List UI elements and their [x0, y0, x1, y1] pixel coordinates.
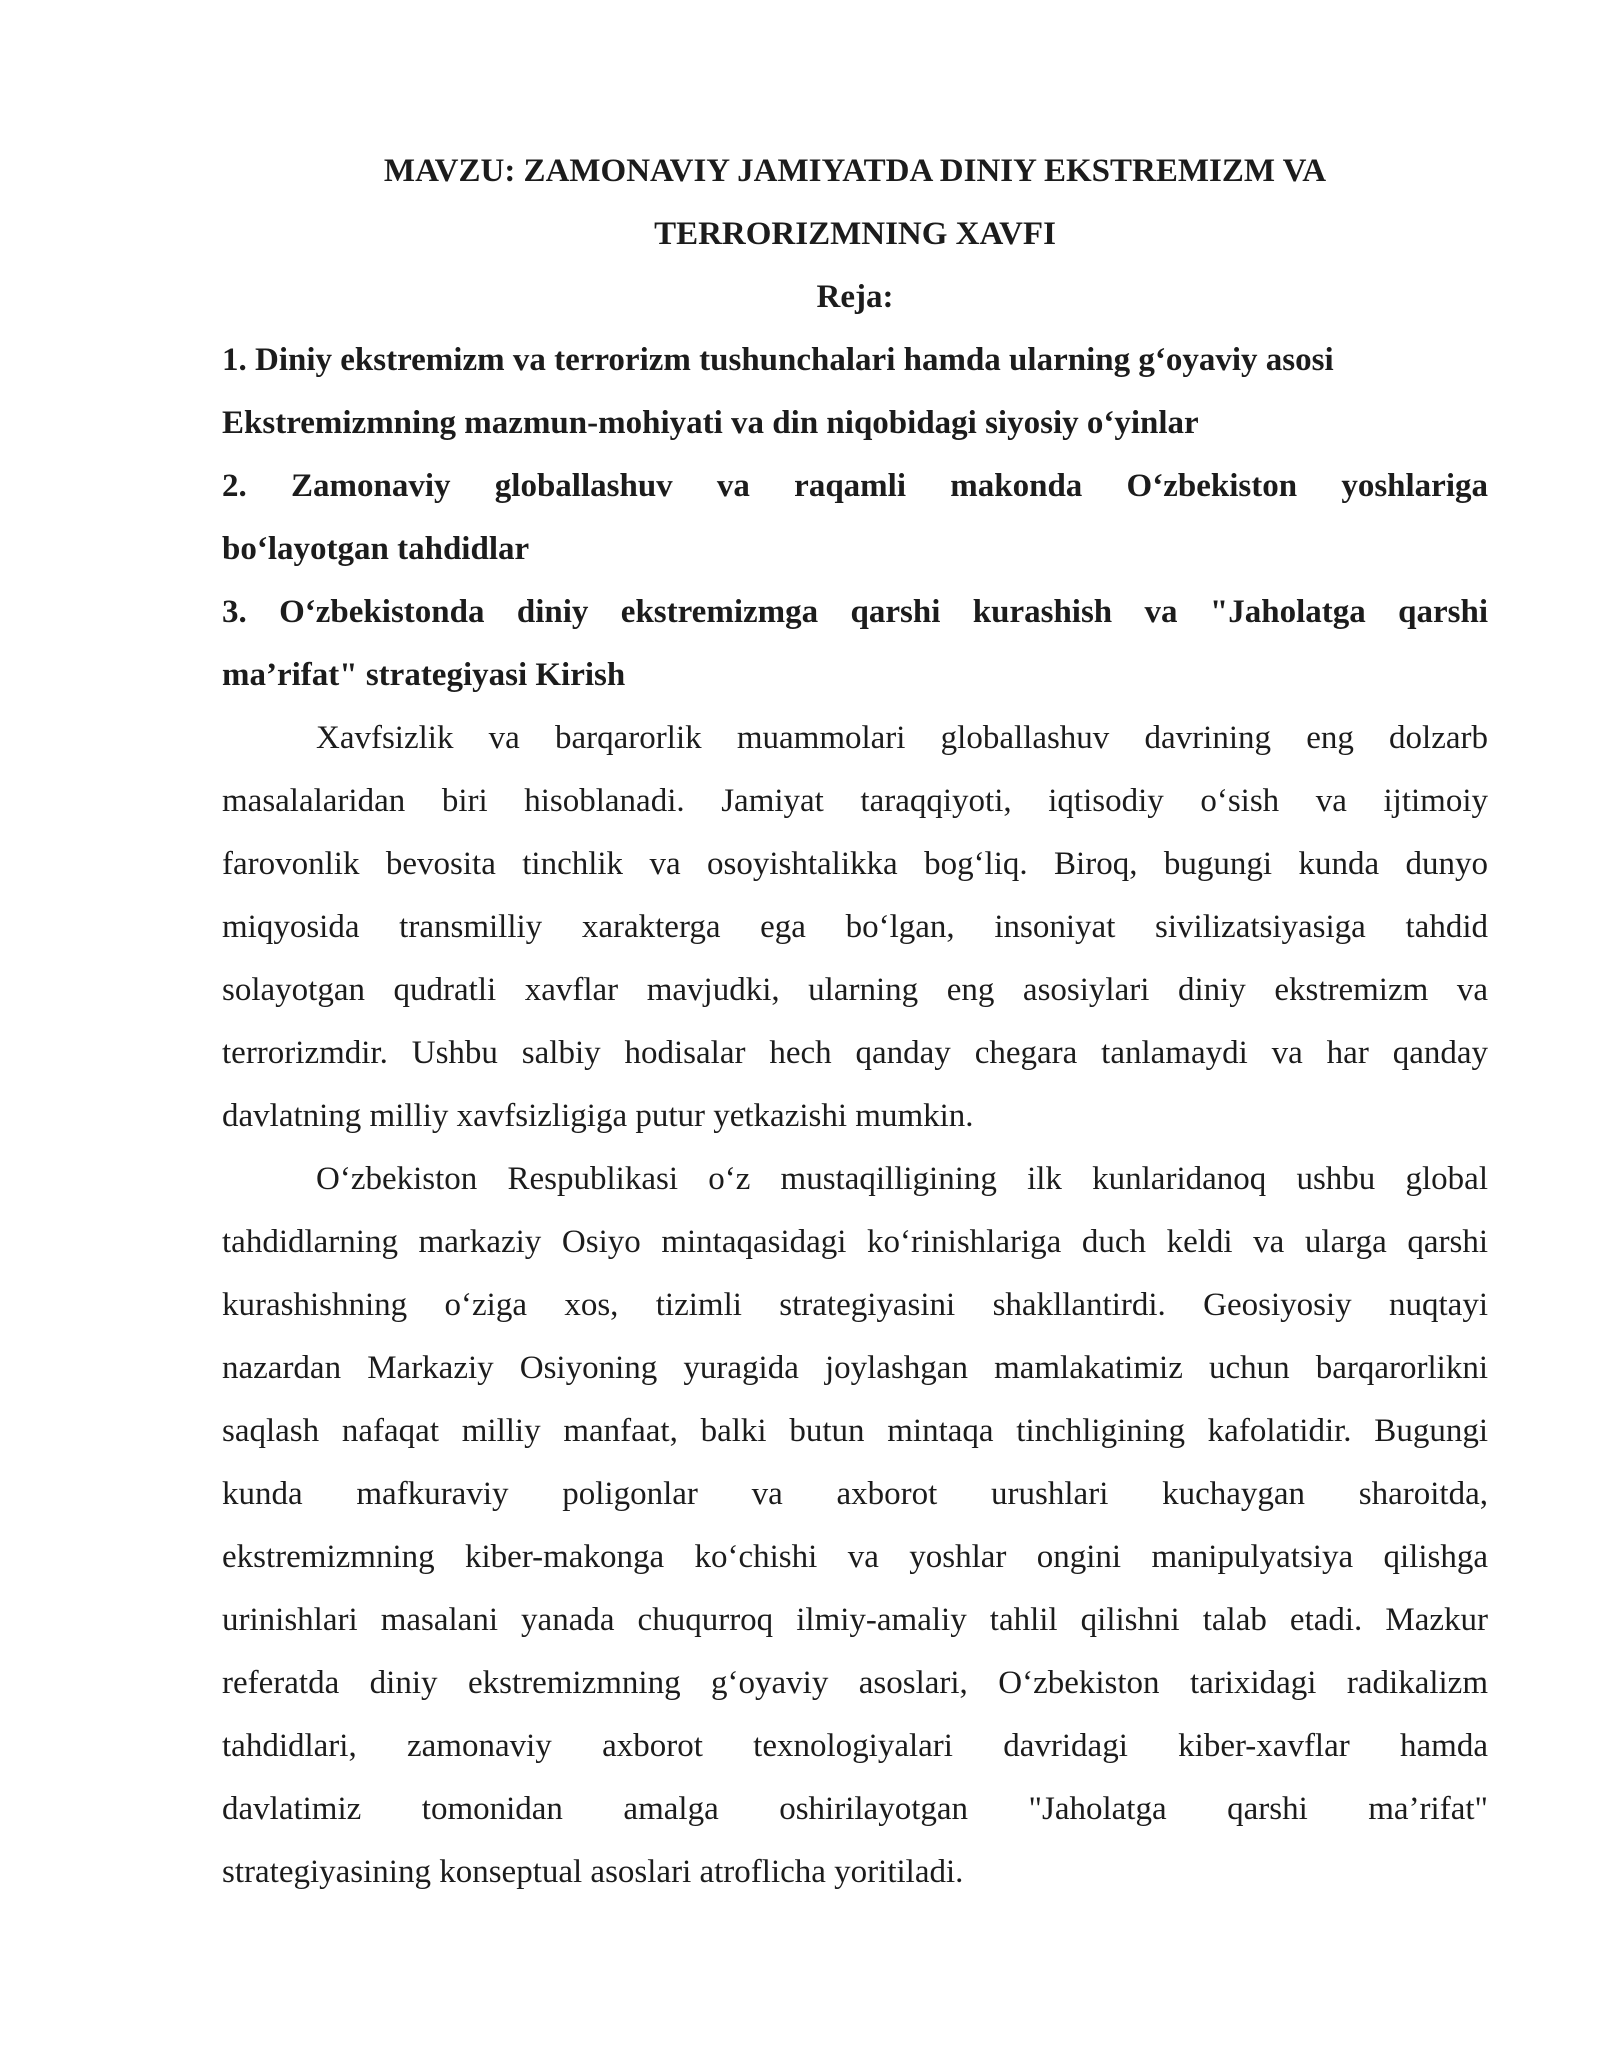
- paragraph-2-line: O‘zbekiston Respublikasi o‘z mustaqilligining ilk kunlaridanoq ushbu global: [316, 1161, 1488, 1197]
- plan-line-6: ma’rifat" strategiyasi Kirish: [222, 657, 626, 693]
- paragraph-1-line: Xavfsizlik va barqarorlik muammolari globallashuv davrining eng dolzarb: [316, 720, 1488, 756]
- plan-list: [222, 329, 1488, 707]
- plan-line-1: 1. Diniy ekstremizm va terrorizm tushunchalari hamda ularning g‘oyaviy asosi: [222, 342, 1334, 378]
- paragraph-2-line: urinishlari masalani yanada chuqurroq ilmiy-amaliy tahlil qilishni talab etadi. Mazkur: [222, 1602, 1488, 1638]
- plan-line-2: Ekstremizmning mazmun-mohiyati va din niqobidagi siyosiy o‘yinlar: [222, 405, 1199, 441]
- document-title: [222, 140, 1488, 266]
- paragraph-2-line: strategiyasining konseptual asoslari atroflicha yoritiladi.: [222, 1854, 964, 1890]
- paragraph-1-line: solayotgan qudratli xavflar mavjudki, ularning eng asosiylari diniy ekstremizm va: [222, 972, 1488, 1008]
- paragraph-1-line: terrorizmdir. Ushbu salbiy hodisalar hech qanday chegara tanlamaydi va har qanday: [222, 1035, 1488, 1071]
- paragraph-2-line: tahdidlarning markaziy Osiyo mintaqasidagi ko‘rinishlariga duch keldi va ularga qarshi: [222, 1224, 1488, 1260]
- title-line-1: MAVZU: ZAMONAVIY JAMIYATDA DINIY EKSTREMIZM VA: [383, 153, 1327, 189]
- paragraph-1: [222, 707, 1488, 1148]
- paragraph-1-line: davlatning milliy xavfsizligiga putur yetkazishi mumkin.: [222, 1098, 974, 1134]
- plan-line-5: 3. O‘zbekistonda diniy ekstremizmga qarshi kurashish va "Jaholatga qarshi: [222, 594, 1488, 630]
- paragraph-2-line: referatda diniy ekstremizmning g‘oyaviy asoslari, O‘zbekiston tarixidagi radikalizm: [222, 1665, 1488, 1701]
- plan-line-4: bo‘layotgan tahdidlar: [222, 531, 530, 567]
- paragraph-2-line: kunda mafkuraviy poligonlar va axborot urushlari kuchaygan sharoitda,: [222, 1476, 1488, 1512]
- paragraph-2-line: davlatimiz tomonidan amalga oshirilayotgan "Jaholatga qarshi ma’rifat": [222, 1791, 1488, 1827]
- paragraph-2-line: tahdidlari, zamonaviy axborot texnologiyalari davridagi kiber-xavflar hamda: [222, 1728, 1488, 1764]
- paragraph-1-line: miqyosida transmilliy xarakterga ega bo‘lgan, insoniyat sivilizatsiyasiga tahdid: [222, 909, 1488, 945]
- paragraph-2-line: ekstremizmning kiber-makonga ko‘chishi va yoshlar ongini manipulyatsiya qilishga: [222, 1539, 1488, 1575]
- paragraph-2-line: nazardan Markaziy Osiyoning yuragida joylashgan mamlakatimiz uchun barqarorlikni: [222, 1350, 1488, 1386]
- plan-line-3: 2. Zamonaviy globallashuv va raqamli makonda O‘zbekiston yoshlariga: [222, 468, 1488, 504]
- title-line-2: TERRORIZMNING XAVFI: [654, 216, 1056, 252]
- paragraph-2-line: saqlash nafaqat milliy manfaat, balki butun mintaqa tinchligining kafolatidir. Bugungi: [222, 1413, 1488, 1449]
- plan-heading: Reja:: [816, 279, 894, 315]
- document-page: [222, 140, 1488, 1904]
- paragraph-1-line: farovonlik bevosita tinchlik va osoyishtalikka bog‘liq. Biroq, bugungi kunda dunyo: [222, 846, 1488, 882]
- paragraph-2: [222, 1148, 1488, 1904]
- paragraph-2-line: kurashishning o‘ziga xos, tizimli strategiyasini shakllantirdi. Geosiyosiy nuqtayi: [222, 1287, 1488, 1323]
- paragraph-1-line: masalalaridan biri hisoblanadi. Jamiyat taraqqiyoti, iqtisodiy o‘sish va ijtimoiy: [222, 783, 1488, 819]
